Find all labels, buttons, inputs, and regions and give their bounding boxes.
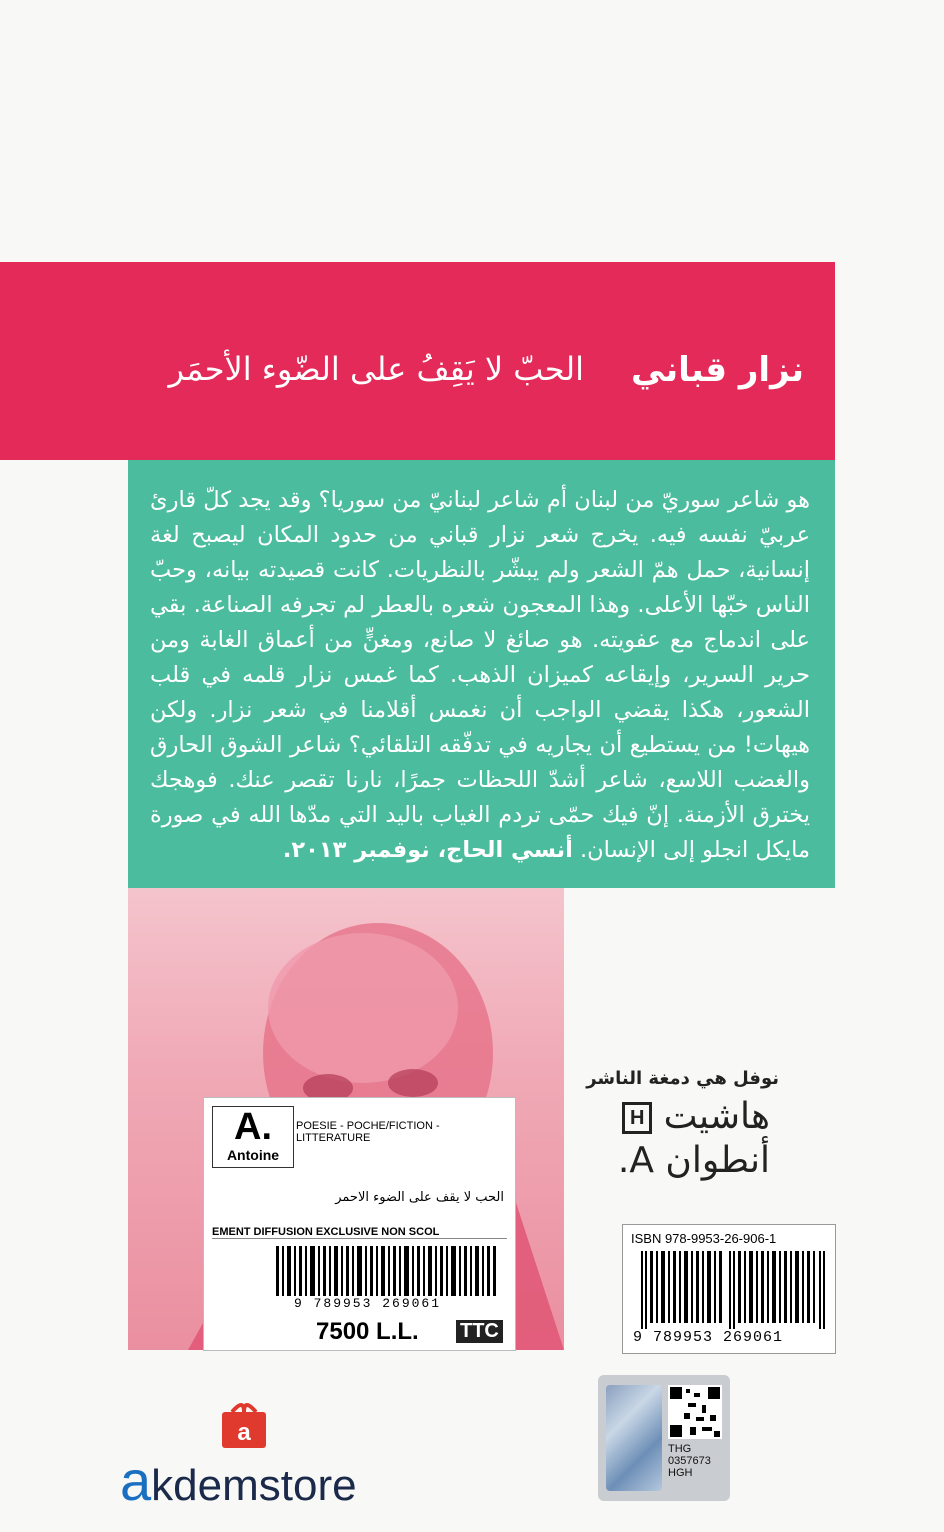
hachette-logo — [622, 1096, 770, 1137]
sticker-category: POESIE - POCHE/FICTION - LITTERATURE — [296, 1120, 440, 1144]
sticker-barcode-icon — [274, 1246, 498, 1296]
antoine-logo — [212, 1106, 294, 1168]
antoine-logo-letter: A. — [234, 1106, 272, 1148]
store-name — [120, 1448, 357, 1513]
blurb-signature: أنسي الحاج، نوفمبر ٢٠١٣. — [282, 837, 573, 863]
hologram-code-1: THG — [668, 1443, 692, 1455]
price-sticker — [203, 1097, 516, 1351]
sticker-barcode-digits: 9 789953 269061 — [294, 1296, 442, 1311]
hologram-image — [606, 1385, 662, 1491]
blurb-body: هو شاعر سوريّ من لبنان أم شاعر لبنانيّ من سوريا؟ وقد يجد كلّ قارئ عربيّ نفسه فيه. يخرج شعر نزار قباني من حدود المكان ليصبح لغة إنسانية، حمل همّ الشعر ولم يبشّر بالنظريات. كانت قصيدته بيانه، وحبّ الناس خبّها الأعلى. وهذا المعجون شعره بالعطر لم تجرفه الصناعة. بقي على اندماج مع عفويته. هو صائغ لا صانع، ومغنٍّ من أعماق الغابة ومن حرير السرير، وإيقاعه كميزان الذهب. كما غمس نزار قلمه في قلب الشعور، هكذا يقضي الواجب أن نغمس أقلامنا في شعر نزار. ولكن هيهات! من يستطيع أن يجاريه في تدفّقه التلقائي؟ شاعر الشوق الحارق والغضب اللاسع، شاعر أشدّ اللحظات جمرًا، نارنا تقصر عنك. فوهجك يخترق الأزمنة. إنّ فيك حمّى تردم الغياب باليد التي مدّها الله في صورة مايكل انجلو إلى الإنسان. — [150, 487, 810, 863]
hachette-h-icon: H — [622, 1102, 652, 1134]
isbn-box — [622, 1224, 836, 1354]
book-title: الحبّ لا يَقِفُ على الضّوء الأحمَر — [168, 350, 584, 388]
sticker-title: الحب لا يقف على الضوء الاحمر — [335, 1190, 504, 1205]
store-name-a: a — [120, 1449, 152, 1512]
sticker-distribution: EMENT DIFFUSION EXCLUSIVE NON SCOL — [212, 1226, 507, 1239]
hologram-sticker — [598, 1375, 730, 1501]
publisher-line: نوفل هي دمغة الناشر — [586, 1068, 779, 1089]
isbn-digits: 9 789953 269061 — [633, 1329, 784, 1346]
store-name-rest: kdemstore — [151, 1461, 357, 1510]
hachette-text: هاشيت — [663, 1096, 770, 1137]
antoine-logo-name: Antoine — [226, 1147, 280, 1163]
qr-code-icon — [668, 1385, 722, 1439]
sticker-price: 7500 L.L. — [316, 1318, 419, 1345]
gift-box-icon — [218, 1398, 270, 1450]
isbn-label: ISBN 978-9953-26-906-1 — [631, 1231, 777, 1246]
sticker-ttc: TTC — [456, 1320, 503, 1343]
blurb-text — [150, 483, 810, 868]
isbn-barcode-icon — [641, 1251, 825, 1329]
hologram-code — [668, 1443, 711, 1479]
author-name: نزار قباني — [630, 350, 804, 390]
antoine-publisher-logo: أنطوان A. — [617, 1140, 770, 1181]
gift-box-letter: a — [237, 1419, 251, 1446]
hologram-code-3: HGH — [668, 1467, 693, 1479]
hologram-code-2: 0357673 — [668, 1455, 711, 1467]
